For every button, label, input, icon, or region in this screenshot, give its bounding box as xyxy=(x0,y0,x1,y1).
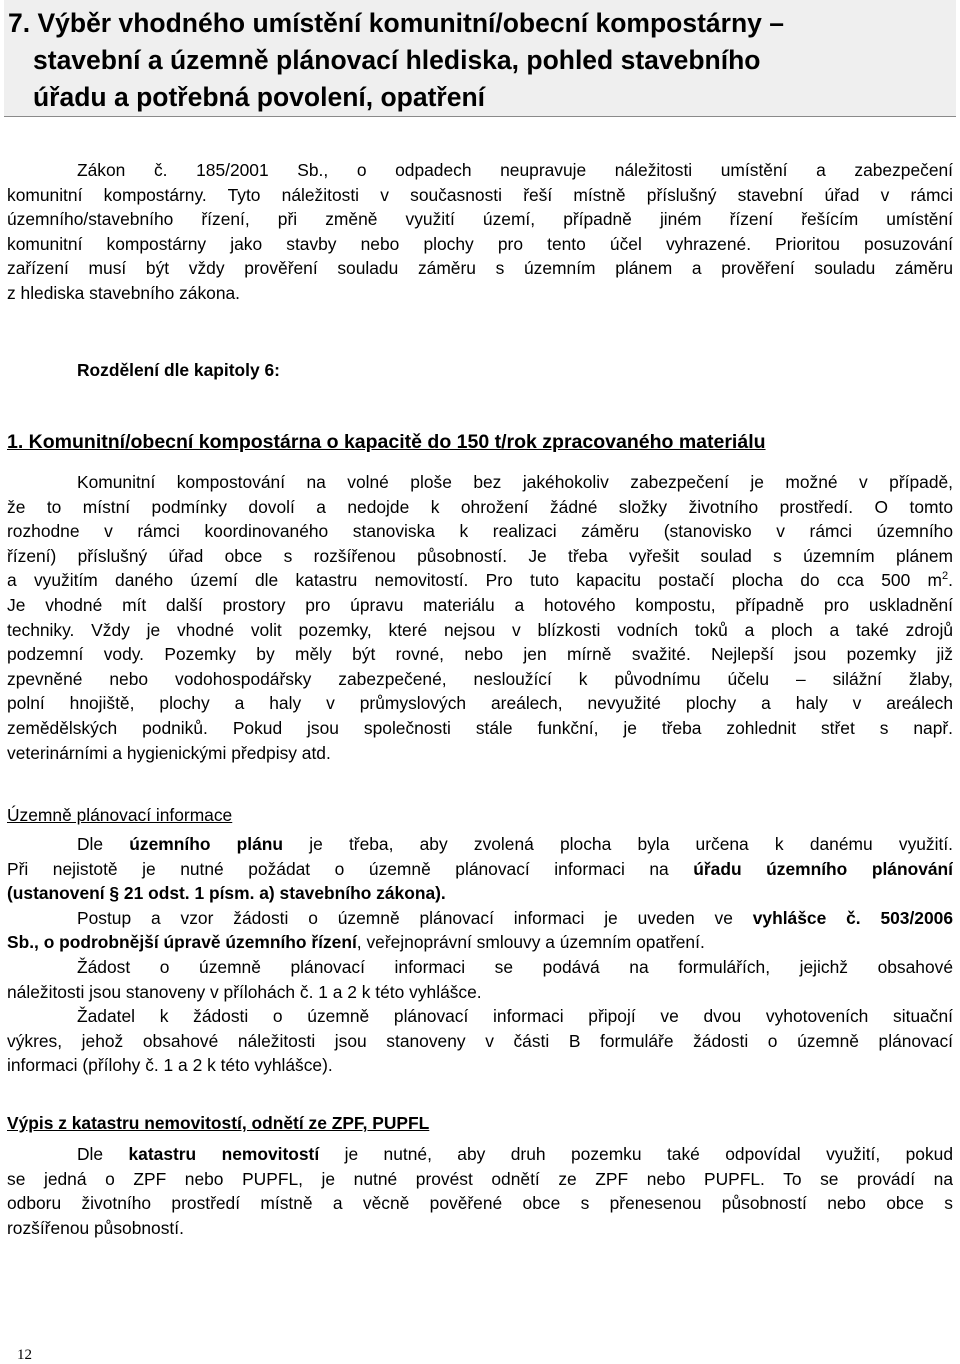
intro-paragraph xyxy=(7,158,953,306)
text-run: je nutné, aby druh pozemku také odpovídal využití, pokud xyxy=(319,1144,953,1164)
page-number: 12 xyxy=(17,1347,32,1363)
text-run: . xyxy=(948,570,953,591)
text-line xyxy=(7,568,953,593)
text-line: výkres, jehož obsahové náležitosti jsou stanoveny v části B formuláře žádosti o územně plánovací xyxy=(7,1030,953,1051)
text-line: odboru životního prostředí místně a věcně pověřené obce s přenesenou působností nebo obce s xyxy=(7,1193,953,1214)
section-2-heading: Územně plánovací informace xyxy=(7,805,233,825)
bold-term: úřadu územního plánování xyxy=(693,858,953,879)
text-line: zemědělských podniků. Pokud jsou společnosti stále funkční, je třeba zohlednit střet s např. xyxy=(7,717,953,738)
text-line: polní hnojiště, plochy a haly v průmyslových areálech, nevyužité plochy a haly v areálech xyxy=(7,693,953,714)
bold-term: vyhlášce č. 503/2006 xyxy=(752,907,953,928)
text-run: Při nejistotě je nutné požádat o územně plánovací informaci na xyxy=(7,858,694,879)
text-line xyxy=(7,1142,953,1167)
section-1-heading: 1. Komunitní/obecní kompostárna o kapacitě do 150 t/rok zpracovaného materiálu xyxy=(7,431,766,453)
chapter-title xyxy=(8,5,952,116)
text-line: veterinárními a hygienickými předpisy atd. xyxy=(7,742,331,763)
section-2-paragraph xyxy=(7,832,953,1078)
bold-term: Sb., o podrobnější úpravě územního řízení xyxy=(7,932,357,953)
text-line: řízení) příslušný úřad obce s rozšířenou působností. Je třeba vyřešit soulad s územním plánem xyxy=(7,545,953,566)
text-line xyxy=(7,857,953,882)
text-line: rozšířenou působností. xyxy=(7,1217,184,1238)
text-line: Komunitní kompostování na volné ploše bez jakéhokoliv zabezpečení je možné v případě, xyxy=(77,472,953,492)
text-run: Dle xyxy=(77,1144,129,1164)
bold-term: (ustanovení § 21 odst. 1 písm. a) stavebního zákona). xyxy=(7,883,446,904)
text-line: komunitní kompostárny. Tyto náležitosti v současnosti řeší místně příslušný stavební úřad v rámci xyxy=(7,184,953,205)
text-line: náležitosti jsou stanoveny v přílohách č. 1 a 2 k této vyhlášce. xyxy=(7,981,482,1002)
text-line: z hlediska stavebního zákona. xyxy=(7,282,240,303)
text-line: komunitní kompostárny jako stavby nebo plochy pro tento účel vyhrazené. Prioritou posuzování xyxy=(7,233,953,254)
text-line: se jedná o ZPF nebo PUPFL, je nutné provést odnětí ze ZPF nebo PUPFL. To se provádí na xyxy=(7,1168,953,1189)
text-line: Žadatel k žádosti o územně plánovací informaci připojí ve dvou vyhotoveních situační xyxy=(77,1006,953,1027)
text-line xyxy=(7,832,953,857)
text-line: Žádost o územně plánovací informaci se podává na formulářích, jejichž obsahové xyxy=(77,956,953,977)
text-line: že to místní podmínky dovolí a nedojde k ohrožení žádné složky životního prostředí. O tomto xyxy=(7,496,953,517)
text-line: zpevněné nebo vodohospodářsky zabezpečené, nesloužící k původnímu účelu – silážní žlaby, xyxy=(7,668,953,689)
title-line: úřadu a potřebná povolení, opatření xyxy=(33,82,486,112)
text-line: informaci (přílohy č. 1 a 2 k této vyhlášce). xyxy=(7,1055,333,1076)
section-1-paragraph xyxy=(7,470,953,765)
text-run: a využitím daného území dle katastru nemovitostí. Pro tuto kapacitu postačí plocha do cca 500 m xyxy=(7,570,943,591)
section-3-paragraph xyxy=(7,1142,953,1240)
text-line xyxy=(7,881,953,906)
text-run: je třeba, aby zvolená plocha byla určena k danému využití. xyxy=(283,834,953,854)
superscript: 2 xyxy=(942,570,949,583)
text-run: , veřejnoprávní smlouvy a územním opatření. xyxy=(356,932,705,953)
text-line: Zákon č. 185/2001 Sb., o odpadech neupravuje náležitosti umístění a zabezpečení xyxy=(77,160,953,180)
title-line: 7. Výběr vhodného umístění komunitní/obecní kompostárny – xyxy=(8,8,784,38)
text-line xyxy=(7,906,953,931)
section-3-heading: Výpis z katastru nemovitostí, odnětí ze ZPF, PUPFL xyxy=(7,1113,430,1133)
text-line xyxy=(7,930,953,955)
title-line: stavební a územně plánovací hlediska, pohled stavebního xyxy=(33,45,761,75)
text-run: Dle xyxy=(77,834,130,854)
text-line: podzemní vody. Pozemky by měly být rovné, nebo jen mírně svažité. Nejlepší jsou pozemky již xyxy=(7,644,953,665)
text-line: rozhodne v rámci koordinovaného stanoviska k realizaci záměru (stanovisko v rámci územního xyxy=(7,521,953,542)
text-line: techniky. Vždy je vhodné volit pozemky, které nejsou v blízkosti vodních toků a ploch a také zdrojů xyxy=(7,619,953,640)
bold-term: územního plánu xyxy=(129,834,284,854)
section-subheading: Rozdělení dle kapitoly 6: xyxy=(77,360,280,380)
text-line: zařízení musí být vždy prověření souladu záměru s územním plánem a prověření souladu záměru xyxy=(7,258,953,279)
text-run: Postup a vzor žádosti o územně plánovací informaci je uveden ve xyxy=(77,907,753,928)
bold-term: katastru nemovitostí xyxy=(128,1144,320,1164)
text-line: územního/stavebního řízení, při změně využití území, případně jiném řízení řešícím umístění xyxy=(7,209,953,230)
text-line: Je vhodné mít další prostory pro úpravu materiálu a hotového kompostu, případně pro uskladnění xyxy=(7,594,953,615)
